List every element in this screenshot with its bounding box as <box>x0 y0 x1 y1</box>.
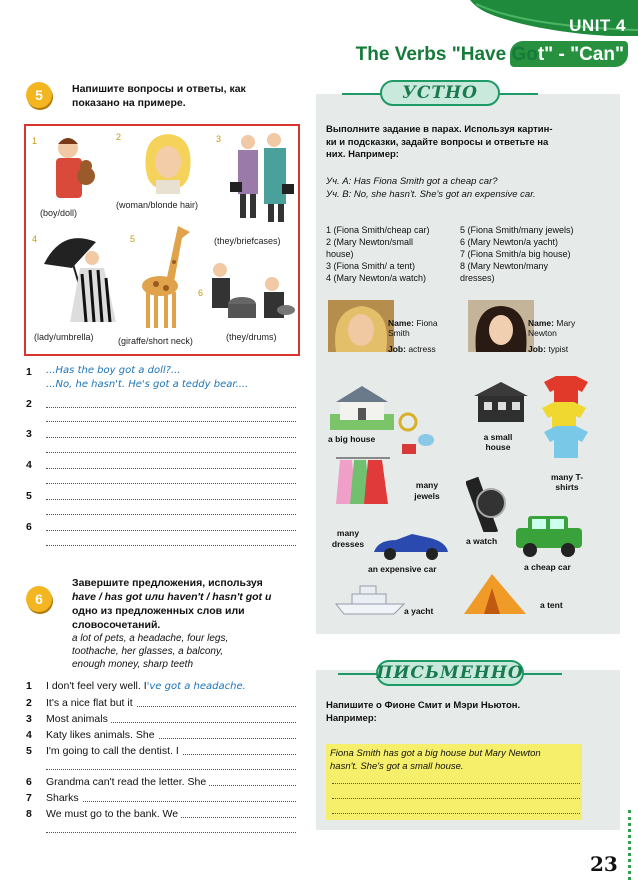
picture-number: 1 <box>32 136 38 146</box>
answer-line[interactable] <box>26 536 296 550</box>
fiona-namecard: Name: Fiona Smith Job: actress <box>388 318 438 354</box>
answer-line[interactable] <box>332 813 580 814</box>
sentence-row[interactable]: 1 I don't feel very well. I've got a headache. <box>26 680 246 692</box>
picture-number: 5 <box>130 234 136 244</box>
oral-instruction: Выполните задание в парах. Используя картин- ки и подсказки, задайте вопросы и ответьте на них. Например: <box>326 124 553 160</box>
watch-illustration <box>466 474 516 532</box>
jewels-illustration <box>396 410 440 458</box>
label-small-house: a small house <box>483 432 513 452</box>
cheap-car-illustration <box>512 512 586 558</box>
label-a-tent: a tent <box>540 600 563 610</box>
picture-caption: (lady/umbrella) <box>34 332 94 342</box>
exercise-5-badge: 5 <box>26 82 52 108</box>
label-cheap-car: a cheap car <box>524 562 571 572</box>
answer-line[interactable] <box>332 798 580 799</box>
sentence-row[interactable]: 7 Sharks <box>26 792 296 806</box>
page-edge-decoration <box>628 810 631 880</box>
answer-line[interactable]: 3 <box>26 428 296 442</box>
small-house-illustration <box>470 380 532 426</box>
big-house-illustration <box>330 380 394 430</box>
giraffe-illustration <box>134 222 194 334</box>
answer-line: 1 ...Has the boy got a doll?... <box>26 365 181 378</box>
exercise-6-badge: 6 <box>26 586 52 612</box>
picture-number: 4 <box>32 234 38 244</box>
answer-line[interactable] <box>26 505 296 519</box>
picture-number: 3 <box>216 134 222 144</box>
yacht-illustration <box>334 582 406 618</box>
exercise-6-word-list: a lot of pets, a headache, four legs, toothache, her glasses, a balcony, enough money, sharp teeth <box>72 633 229 670</box>
label-many-dresses: many dresses <box>331 528 365 549</box>
sentence-row[interactable]: 8 We must go to the bank. We <box>26 808 296 822</box>
written-banner: ПИСЬМЕННО <box>376 660 524 686</box>
sentence-row[interactable] <box>26 760 296 774</box>
mary-namecard: Name: Mary Newton Job: typist <box>528 318 576 354</box>
expensive-car-illustration <box>372 530 450 562</box>
picture-caption: (they/drums) <box>226 332 277 342</box>
answer-line[interactable]: 5 <box>26 490 296 504</box>
page-number: 23 <box>590 852 618 876</box>
fiona-photo <box>328 300 394 352</box>
tshirts-illustration <box>536 374 596 470</box>
page-title <box>356 44 624 66</box>
example-question: ...Has the boy got a doll?... <box>46 365 181 376</box>
exercise-5-pictures <box>24 124 300 356</box>
exercise-6-instruction: Завершите предложения, используя have / has got или haven't / hasn't got и одно из предложенных слов или словосочетаний. <box>72 577 272 631</box>
people-drums-illustration <box>206 260 296 326</box>
sentence-row[interactable] <box>26 823 296 837</box>
answer-line[interactable]: 2 <box>26 398 296 412</box>
title-part-1: The Verbs "Have Go <box>355 44 538 65</box>
written-example: Fiona Smith has got a big house but Mary Newton hasn't. She's got a small house. <box>330 748 541 772</box>
mary-photo <box>468 300 534 352</box>
label-big-house: a big house <box>328 434 376 444</box>
picture-caption: (boy/doll) <box>40 208 78 218</box>
sentence-row[interactable]: 5 I'm going to call the dentist. I <box>26 745 296 759</box>
sentence-row[interactable]: 3 Most animals <box>26 713 296 727</box>
label-a-yacht: a yacht <box>404 606 434 616</box>
oral-banner: УСТНО <box>380 80 500 106</box>
blonde-woman-illustration <box>138 130 198 194</box>
answer-line[interactable] <box>332 783 580 784</box>
title-part-2: t" - "Can" <box>537 44 624 65</box>
answer-line[interactable] <box>26 474 296 488</box>
written-instruction: Напишите о Фионе Смит и Мэри Ньютон. Например: <box>326 700 521 724</box>
sentence-answer: 've got a headache. <box>146 681 246 692</box>
label-many-tshirts: many T-shirts <box>550 472 584 492</box>
picture-number: 2 <box>116 132 122 142</box>
example-answer: ...No, he hasn't. He's got a teddy bear.... <box>46 379 249 390</box>
picture-caption: (they/briefcases) <box>214 236 281 246</box>
boy-doll-illustration <box>46 132 102 204</box>
exercise-5-instruction: Напишите вопросы и ответы, как показано на примере. <box>72 83 246 109</box>
label-expensive-car: an expensive car <box>368 564 437 574</box>
sentence-row[interactable]: 4 Katy likes animals. She <box>26 729 296 743</box>
label-many-jewels: many jewels <box>414 480 440 501</box>
tent-illustration <box>462 570 528 616</box>
picture-number: 6 <box>198 288 204 298</box>
prompts-right: 5 (Fiona Smith/many jewels) 6 (Mary Newton/a yacht) 7 (Fiona Smith/a big house) 8 (Mary Newton/many dresses) <box>460 225 574 283</box>
people-briefcases-illustration <box>230 130 296 226</box>
dresses-illustration <box>336 454 390 510</box>
answer-line[interactable]: 6 <box>26 521 296 535</box>
sentence-row[interactable]: 2 It's a nice flat but it <box>26 697 296 711</box>
answer-line[interactable]: 4 <box>26 459 296 473</box>
sentence-row[interactable]: 6 Grandma can't read the letter. She <box>26 776 296 790</box>
oral-example: Уч. А: Has Fiona Smith got a cheap car? Уч. В: No, she hasn't. She's got an expensive car. <box>326 176 536 200</box>
label-a-watch: a watch <box>466 536 498 546</box>
prompts-left: 1 (Fiona Smith/cheap car) 2 (Mary Newton/small house) 3 (Fiona Smith/ a tent) 4 (Mary Newton/a watch) <box>326 225 430 283</box>
picture-caption: (woman/blonde hair) <box>116 200 199 210</box>
lady-umbrella-illustration <box>42 228 120 324</box>
answer-line[interactable] <box>26 412 296 426</box>
unit-label: UNIT 4 <box>569 16 626 35</box>
answer-line <box>26 380 296 394</box>
answer-line[interactable] <box>26 443 296 457</box>
picture-caption: (giraffe/short neck) <box>118 336 193 346</box>
